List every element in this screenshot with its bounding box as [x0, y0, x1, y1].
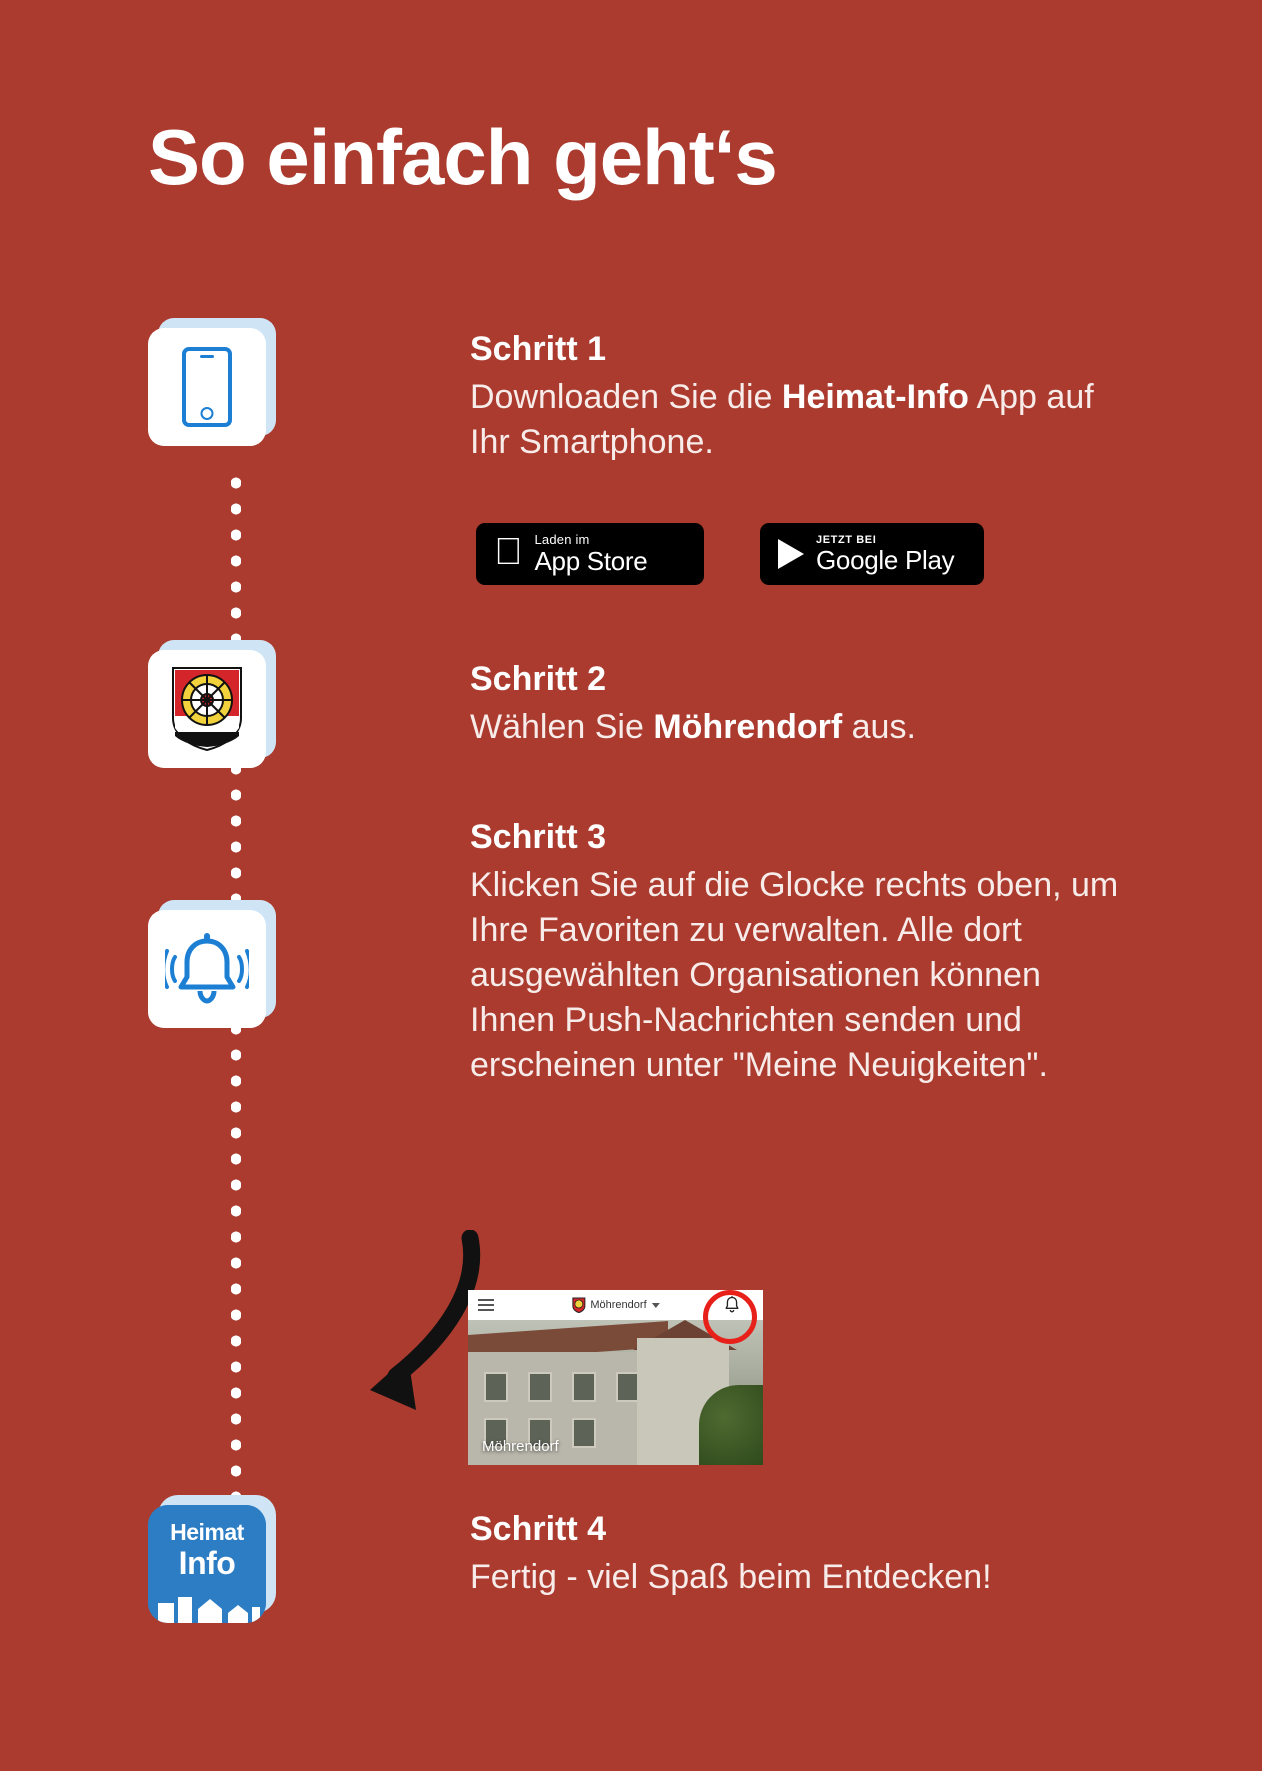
app-screenshot — [468, 1290, 763, 1465]
step-1-title: Schritt 1 — [470, 330, 607, 368]
coat-of-arms-small-icon — [571, 1297, 585, 1313]
step-1-text — [470, 330, 1130, 465]
google-play-triangle-icon — [778, 539, 804, 569]
step-3-text — [470, 818, 1130, 1087]
step-4-body: Fertig - viel Spaß beim Entdecken! — [470, 1558, 992, 1596]
bell-highlight-circle — [703, 1290, 757, 1344]
building-window — [484, 1372, 508, 1402]
step-2-icon-card — [148, 650, 266, 768]
hero-caption: Möhrendorf — [482, 1438, 559, 1455]
skyline-icon — [148, 1589, 266, 1623]
smartphone-icon — [182, 347, 232, 427]
bell-icon — [165, 927, 249, 1011]
coat-of-arms-icon — [171, 666, 243, 752]
step-4-icon-card — [148, 1505, 266, 1623]
chevron-down-icon[interactable] — [652, 1303, 660, 1308]
step-2-body-bold: Möhrendorf — [653, 708, 843, 746]
logo-line-heimat: Heimat — [170, 1519, 244, 1545]
app-store-badge-small: Laden im — [506, 531, 562, 547]
step-4-title: Schritt 4 — [470, 1510, 607, 1548]
google-play-badge[interactable] — [760, 523, 984, 585]
app-store-badge-big: App Store — [506, 545, 619, 576]
step-3-icon-card — [148, 910, 266, 1028]
app-store-badge[interactable] — [476, 523, 704, 585]
step-1-icon-card — [148, 328, 266, 446]
heimat-info-logo — [148, 1505, 266, 1623]
step-2-body-part2: aus. — [842, 708, 916, 746]
page-title: So einfach geht‘s — [148, 113, 777, 201]
google-play-badge-big: Google Play — [816, 544, 955, 575]
step-2-title: Schritt 2 — [470, 660, 607, 698]
step-2-body — [470, 705, 1130, 750]
hamburger-menu-icon[interactable] — [478, 1299, 494, 1311]
municipality-selector[interactable] — [571, 1297, 659, 1313]
building-window — [572, 1418, 596, 1448]
step-1-body-part2: App auf Ihr Smartphone. — [470, 378, 1094, 461]
step-2-text — [470, 660, 1130, 750]
step-4-text — [470, 1510, 1130, 1600]
store-badges — [476, 523, 984, 585]
step-1-body — [470, 375, 1130, 465]
building-window — [528, 1372, 552, 1402]
step-2-body-part1: Wählen Sie — [470, 708, 654, 746]
building-window — [572, 1372, 596, 1402]
step-1-body-part1: Downloaden Sie die — [470, 378, 782, 416]
logo-line-info: Info — [178, 1545, 236, 1581]
municipality-name: Möhrendorf — [590, 1299, 647, 1311]
step-1-body-bold: Heimat-Info — [781, 378, 969, 416]
google-play-badge-small: JETZT BEI — [816, 533, 877, 546]
bush — [699, 1385, 763, 1465]
step-3-body: Klicken Sie auf die Glocke rechts oben, um Ihre Favoriten zu verwalten. Alle dort ausgewählten Organisationen können Ihnen Push-Nachrichten senden und erscheinen unter "Meine Neuigkeiten". — [470, 866, 1119, 1084]
step-3-title: Schritt 3 — [470, 818, 607, 856]
apple-logo-icon — [494, 533, 523, 571]
